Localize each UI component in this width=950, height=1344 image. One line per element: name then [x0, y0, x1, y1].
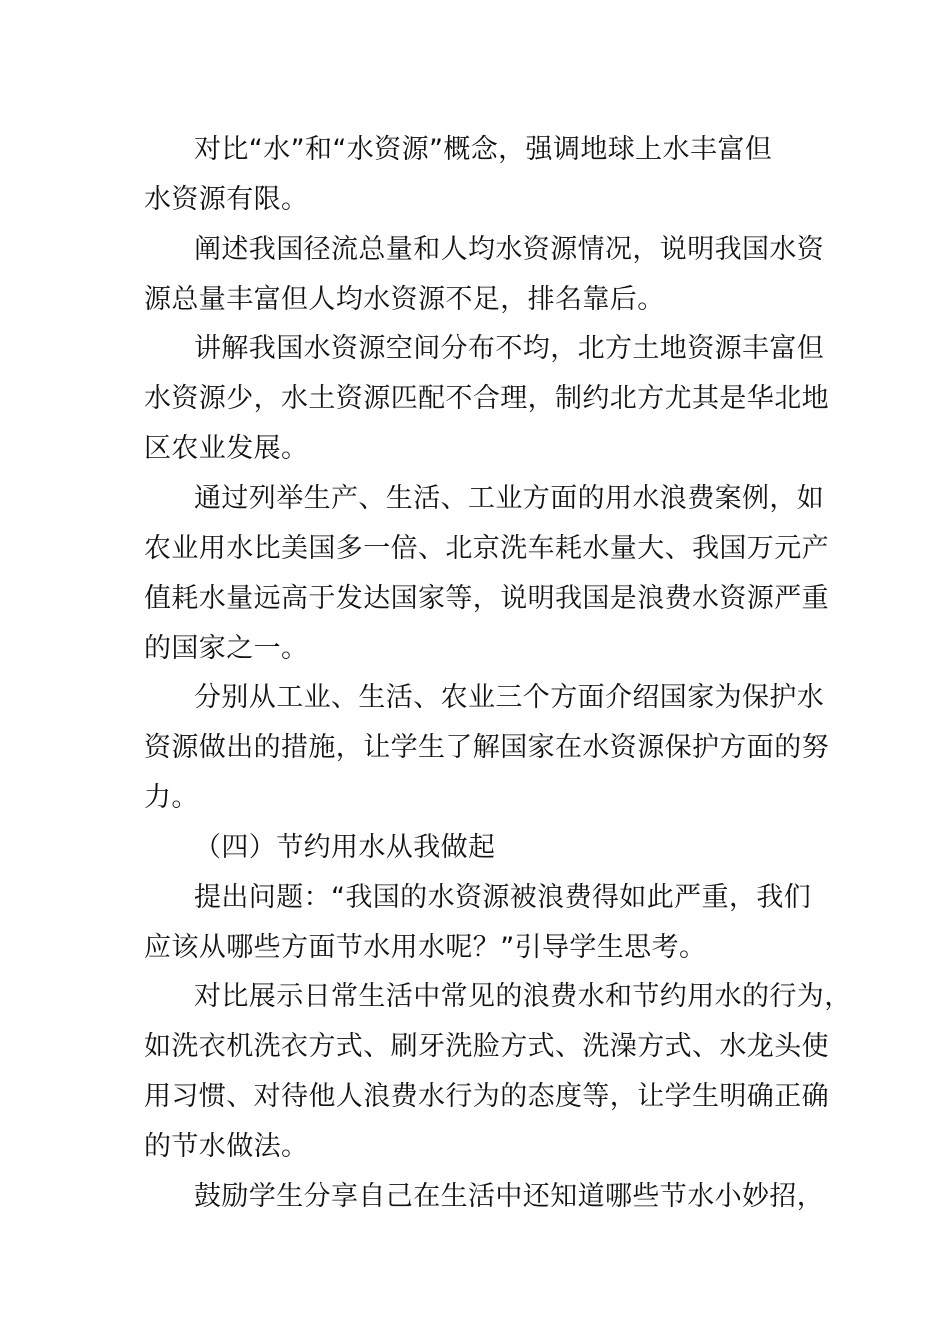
text-line: 通过列举生产、生活、工业方面的用水浪费案例，如: [194, 483, 825, 514]
text-line: 对比“水”和“水资源”概念，强调地球上水丰富但: [194, 134, 773, 165]
text-line: 鼓励学生分享自己在生活中还知道哪些节水小妙招，: [194, 1181, 825, 1212]
text-line: 如洗衣机洗衣方式、刷牙洗脸方式、洗澡方式、水龙头使: [144, 1031, 829, 1062]
text-line: 对比展示日常生活中常见的浪费水和节约用水的行为，: [194, 981, 852, 1012]
text-line: 讲解我国水资源空间分布不均，北方土地资源丰富但: [194, 333, 825, 364]
text-line: 农业用水比美国多一倍、北京洗车耗水量大、我国万元产: [144, 533, 829, 564]
text-line: 分别从工业、生活、农业三个方面介绍国家为保护水: [194, 682, 825, 713]
text-line: 力。: [144, 782, 199, 813]
text-line: 的节水做法。: [144, 1131, 309, 1162]
text-line: 阐述我国径流总量和人均水资源情况，说明我国水资: [194, 234, 825, 265]
text-line: 的国家之一。: [144, 633, 309, 664]
text-line: 区农业发展。: [144, 433, 309, 464]
text-line: 用习惯、对待他人浪费水行为的态度等，让学生明确正确: [144, 1081, 829, 1112]
text-line: 提出问题：“我国的水资源被浪费得如此严重，我们: [194, 882, 812, 913]
text-line: 值耗水量远高于发达国家等，说明我国是浪费水资源严重: [144, 583, 829, 614]
text-line: 水资源有限。: [144, 184, 309, 215]
text-line: 资源做出的措施，让学生了解国家在水资源保护方面的努: [144, 732, 829, 763]
text-line: 源总量丰富但人均水资源不足，排名靠后。: [144, 284, 665, 315]
text-line: 应该从哪些方面节水用水呢？”引导学生思考。: [144, 932, 707, 963]
text-line: 水资源少，水土资源匹配不合理，制约北方尤其是华北地: [144, 383, 829, 414]
section-heading: （四）节约用水从我做起: [194, 832, 496, 863]
